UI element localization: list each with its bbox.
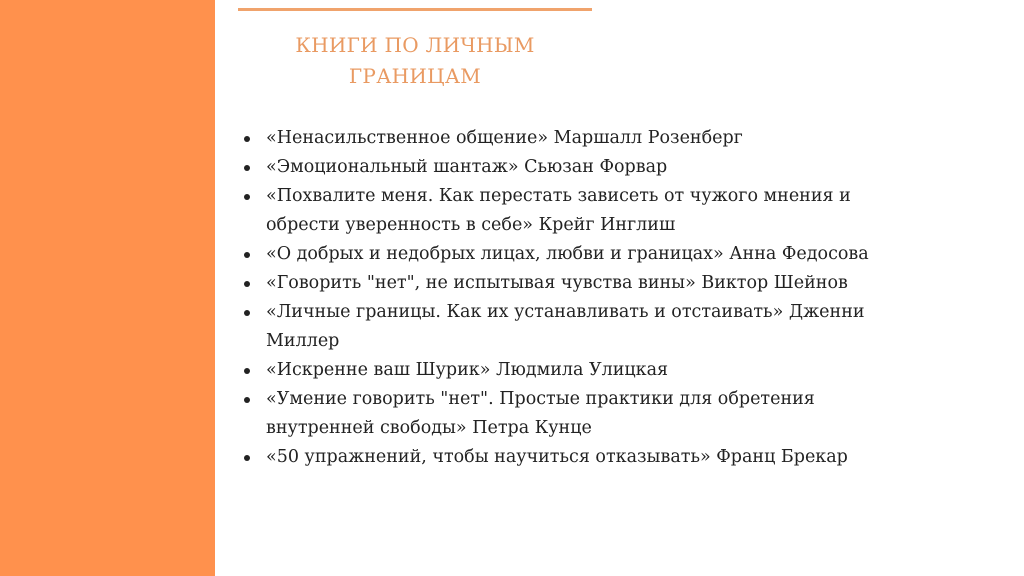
book-entry: «Ненасильственное общение» Маршалл Розенберг xyxy=(266,128,743,148)
book-entry: «Эмоциональный шантаж» Сьюзан Форвар xyxy=(266,157,668,177)
top-divider xyxy=(238,8,592,11)
bullet-icon xyxy=(244,368,250,374)
book-list-item xyxy=(266,298,886,356)
bullet-icon xyxy=(244,136,250,142)
bullet-icon xyxy=(244,397,250,403)
book-list-item xyxy=(266,356,886,385)
book-entry: «Похвалите меня. Как перестать зависеть от чужого мнения и обрести уверенность в себе» Крейг Инглиш xyxy=(266,186,851,235)
bullet-icon xyxy=(244,194,250,200)
bullet-icon xyxy=(244,281,250,287)
book-list-item xyxy=(266,182,886,240)
book-entry: «Умение говорить "нет". Простые практики для обретения внутренней свободы» Петра Кунце xyxy=(266,389,815,438)
bullet-icon xyxy=(244,455,250,461)
book-list-item xyxy=(266,443,886,472)
book-entry: «О добрых и недобрых лицах, любви и границах» Анна Федосова xyxy=(266,244,869,264)
book-entry: «Личные границы. Как их устанавливать и отстаивать» Дженни Миллер xyxy=(266,302,865,351)
book-list-item xyxy=(266,124,886,153)
bullet-icon xyxy=(244,165,250,171)
book-entry: «Искренне ваш Шурик» Людмила Улицкая xyxy=(266,360,669,380)
page-title-line-1: КНИГИ ПО ЛИЧНЫМ xyxy=(295,33,535,57)
page-title-line-2: ГРАНИЦАМ xyxy=(348,64,482,88)
book-list-item xyxy=(266,269,886,298)
book-entry: «Говорить "нет", не испытывая чувства вины» Виктор Шейнов xyxy=(266,273,848,293)
bullet-icon xyxy=(244,252,250,258)
orange-sidebar xyxy=(0,0,215,576)
page-title xyxy=(238,30,592,92)
book-list-item xyxy=(266,240,886,269)
book-list-item xyxy=(266,385,886,443)
book-list-item xyxy=(266,153,886,182)
book-list xyxy=(266,124,886,472)
bullet-icon xyxy=(244,310,250,316)
book-entry: «50 упражнений, чтобы научиться отказывать» Франц Брекар xyxy=(266,447,848,467)
